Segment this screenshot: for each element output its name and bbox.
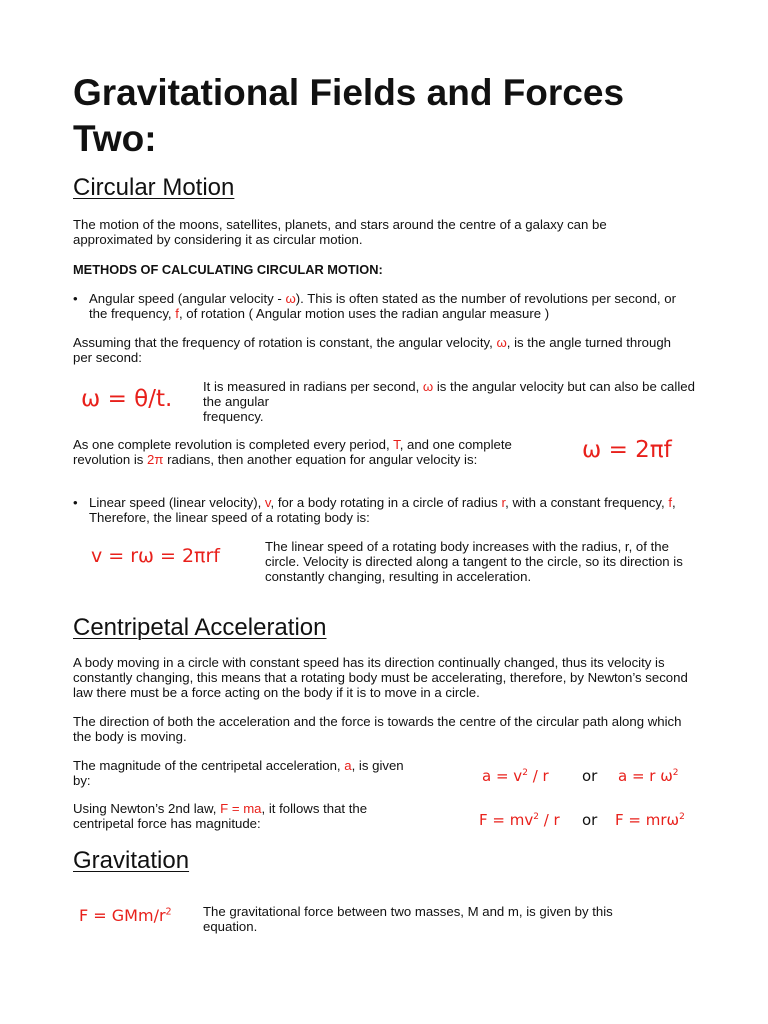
text: Angular speed (angular velocity - [89,291,286,306]
gravitation-description: The gravitational force between two masses, M and m, is given by this equation. [203,904,613,934]
centripetal-p1: A body moving in a circle with constant speed has its direction continually changed, thus its velocity is constantly changing, this means that a rotating body must be accelerating, therefore, by Newton’s second law there must be a force acting on the body if it is to move in a circle. [73,655,688,700]
text: frequency. [203,409,264,424]
circular-intro: The motion of the moons, satellites, planets, and stars around the centre of a galaxy can be approximated by considering it as circular motion. [73,217,607,247]
eq-exponent: 2 [533,812,539,822]
symbol-f: f [668,495,673,510]
eq-exponent: 2 [679,812,685,822]
text: As one complete revolution is completed every period, [73,437,394,452]
text: , is the angle turned through per second: [73,335,671,365]
eq-part: / r [527,767,549,785]
text: Using Newton’s 2nd law, [73,801,221,816]
symbol-2pi: 2π [147,452,164,467]
equation-linear-speed: v = rω = 2πrf [91,545,220,567]
symbol-a: a [344,758,352,773]
or-label: or [582,811,598,829]
heading-circular-motion: Circular Motion [73,174,235,201]
equation-accel-v2r [482,767,549,785]
centripetal-p2: The direction of both the acceleration and the force is towards the centre of the circular path along which the body is moving. [73,714,682,744]
bullet-angular-speed [73,291,679,321]
assume-paragraph [73,335,683,365]
eq-exponent: 2 [672,768,679,778]
text: , of rotation ( Angular motion uses the radian angular measure ) [178,306,550,321]
eq-part: F = GMm/r [79,906,166,925]
equation-omega-2pif: ω = 2πf [582,437,672,463]
equation-accel-rw2 [618,767,679,785]
revolution-paragraph [73,437,563,467]
or-label: or [582,767,598,785]
symbol-omega: ω [422,379,434,394]
text: , is given by: [73,758,404,788]
eq-part: a = r ω [618,767,673,785]
eq-part: / r [538,811,560,829]
symbol-omega: ω [285,291,296,306]
symbol-T: T [393,437,400,452]
text: radians, then another equation for angular velocity is: [163,452,478,467]
text: Linear speed (linear velocity), [89,495,265,510]
text: , it follows that the centripetal force has magnitude: [73,801,368,831]
text: It is measured in radians per second, [203,379,423,394]
text: The magnitude of the centripetal acceleration, [73,758,345,773]
bullet-linear-speed [73,495,679,525]
text: ). This is often stated as the number of revolutions per second, or the frequency, [89,291,676,321]
symbol-f: f [175,306,179,321]
measured-paragraph [203,379,703,424]
symbol-omega: ω [496,335,507,350]
heading-gravitation: Gravitation [73,847,190,874]
equation-gravitation [79,906,172,925]
text: , and one complete revolution is [73,437,512,467]
text: , Therefore, the linear speed of a rotating body is: [89,495,676,525]
eq-exponent: 2 [165,906,172,918]
text: , with a constant frequency, [505,495,669,510]
eq-part: F = mrω [615,811,680,829]
text: Assuming that the frequency of rotation is constant, the angular velocity, [73,335,497,350]
page-title: Gravitational Fields and Forces Two: [73,72,625,159]
equation-force-mv2r [479,811,560,829]
text: , for a body rotating in a circle of radius [270,495,502,510]
symbol-fma: F = ma [220,801,262,816]
equation-force-mrw2 [615,811,685,829]
bullet-dot: • [73,291,78,306]
symbol-v: v [264,495,271,510]
eq-part: a = v [482,767,523,785]
eq-exponent: 2 [522,768,528,778]
bullet-dot: • [73,495,78,510]
text: is the angular velocity but can also be called the angular [203,379,695,409]
equation-omega-theta: ω = θ/t. [81,386,173,412]
linear-description: The linear speed of a rotating body increases with the radius, r, of the circle. Velocity is directed along a tangent to the circle, so its direction is constantly changing, resulting in acceleration. [265,539,683,584]
magnitude-paragraph [73,758,413,788]
methods-heading: METHODS OF CALCULATING CIRCULAR MOTION: [73,262,383,277]
heading-centripetal: Centripetal Acceleration [73,614,327,641]
newton-paragraph [73,801,413,831]
eq-part: F = mv [479,811,534,829]
symbol-r: r [501,495,506,510]
